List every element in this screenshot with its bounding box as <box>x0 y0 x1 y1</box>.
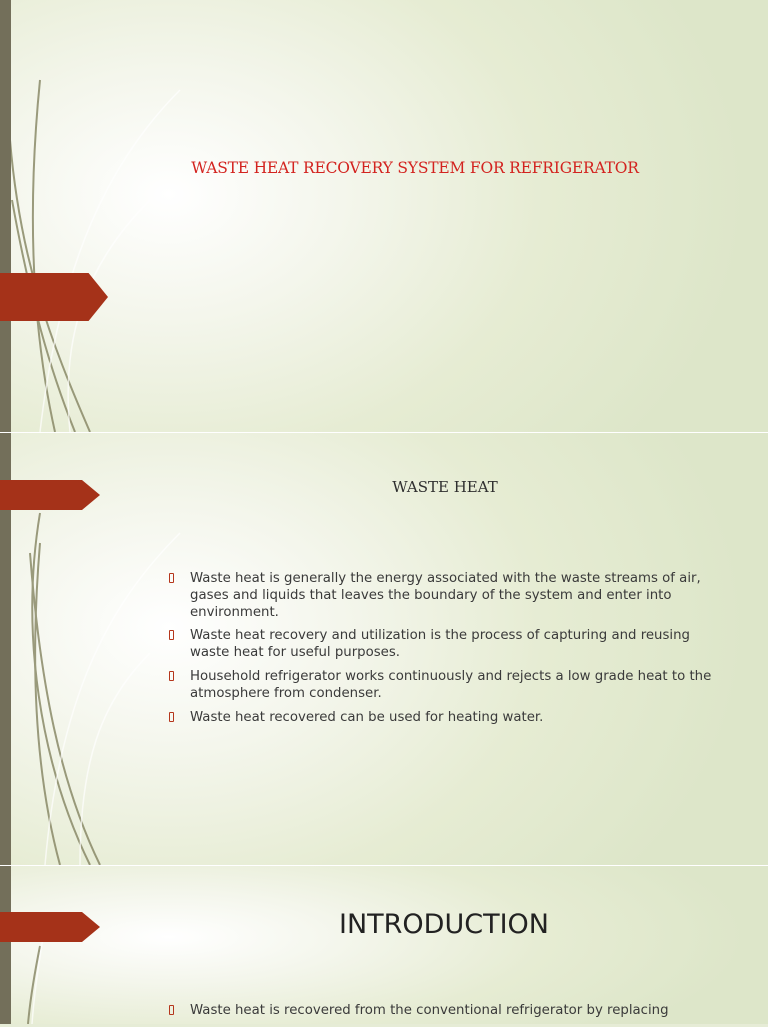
bullet-text: Household refrigerator works continuously and rejects a low grade heat to the atmosphere from condenser. <box>190 668 712 701</box>
list-item <box>168 1003 728 1020</box>
bullet-text: Waste heat is recovered from the conventional refrigerator by replacing <box>190 1003 669 1018</box>
bullet-text: Waste heat is generally the energy associated with the waste streams of air, gases and liquids that leaves the boundary of the system and enter into environment. <box>190 571 701 620</box>
list-item <box>168 571 728 621</box>
slide-title-heading: WASTE HEAT RECOVERY SYSTEM FOR REFRIGERATOR <box>191 159 639 177</box>
left-sidebar-bar <box>0 0 11 432</box>
bullet-text: Waste heat recovery and utilization is the process of capturing and reusing waste heat for useful purposes. <box>190 628 690 661</box>
introduction-heading: INTRODUCTION <box>339 909 549 940</box>
slide-introduction <box>0 866 768 1024</box>
waste-heat-heading: WASTE HEAT <box>392 478 498 496</box>
bullet-marker-icon <box>169 573 174 583</box>
list-item <box>168 669 728 703</box>
waste-heat-bullet-list <box>168 571 728 733</box>
list-item <box>168 628 728 662</box>
bullet-marker-icon <box>169 712 174 722</box>
slide-title <box>0 0 768 432</box>
arrow-tab-icon <box>0 273 108 321</box>
bullet-marker-icon <box>169 671 174 681</box>
bullet-marker-icon <box>169 630 174 640</box>
left-sidebar-bar <box>0 866 11 1024</box>
swirl-decoration <box>0 866 200 1024</box>
bullet-text: Waste heat recovered can be used for heating water. <box>190 709 544 725</box>
bullet-marker-icon <box>169 1005 174 1015</box>
introduction-bullet-list <box>168 1003 728 1027</box>
swirl-decoration <box>0 0 200 432</box>
list-item <box>168 710 728 727</box>
